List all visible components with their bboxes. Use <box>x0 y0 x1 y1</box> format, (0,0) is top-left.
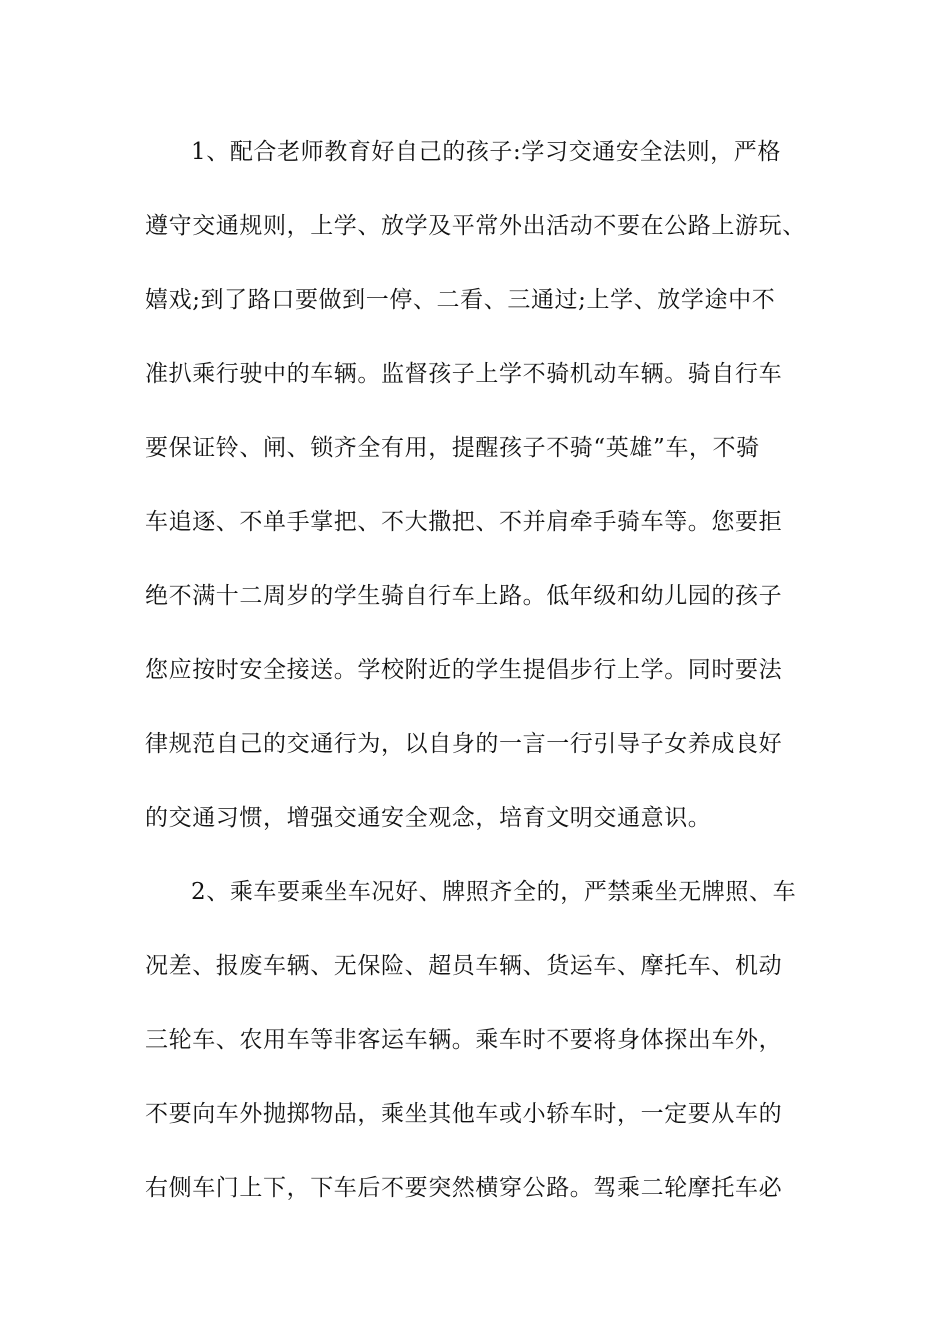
paragraph-1-line-2: 遵守交通规则，上学、放学及平常外出活动不要在公路上游玩、 <box>145 213 806 239</box>
paragraph-1-line-10: 的交通习惯，增强交通安全观念，培育文明交通意识。 <box>145 805 712 831</box>
paragraph-2-line-2: 况差、报废车辆、无保险、超员车辆、货运车、摩托车、机动 <box>145 953 783 979</box>
paragraph-2-line-1: 2、乘车要乘坐车况好、牌照齐全的，严禁乘坐无牌照、车 <box>191 879 797 905</box>
paragraph-1-line-4: 准扒乘行驶中的车辆。监督孩子上学不骑机动车辆。骑自行车 <box>145 361 783 387</box>
paragraph-2-line-4: 不要向车外抛掷物品，乘坐其他车或小轿车时，一定要从车的 <box>145 1101 783 1127</box>
paragraph-1-line-7: 绝不满十二周岁的学生骑自行车上路。低年级和幼儿园的孩子 <box>145 583 783 609</box>
paragraph-1-line-9: 律规范自己的交通行为，以自身的一言一行引导子女养成良好 <box>145 731 783 757</box>
paragraph-1-line-6: 车追逐、不单手掌把、不大撒把、不并肩牵手骑车等。您要拒 <box>145 509 783 535</box>
paragraph-1-line-1: 1、配合老师教育好自己的孩子:学习交通安全法则，严格 <box>191 139 781 165</box>
paragraph-1-line-5: 要保证铃、闸、锁齐全有用，提醒孩子不骑“英雄”车，不骑 <box>145 435 760 461</box>
paragraph-1-line-8: 您应按时安全接送。学校附近的学生提倡步行上学。同时要法 <box>145 657 783 683</box>
paragraph-1-line-3: 嬉戏;到了路口要做到一停、二看、三通过;上学、放学途中不 <box>145 287 776 313</box>
paragraph-2-line-5: 右侧车门上下，下车后不要突然横穿公路。驾乘二轮摩托车必 <box>145 1175 783 1201</box>
paragraph-2-line-3: 三轮车、农用车等非客运车辆。乘车时不要将身体探出车外， <box>145 1027 783 1053</box>
